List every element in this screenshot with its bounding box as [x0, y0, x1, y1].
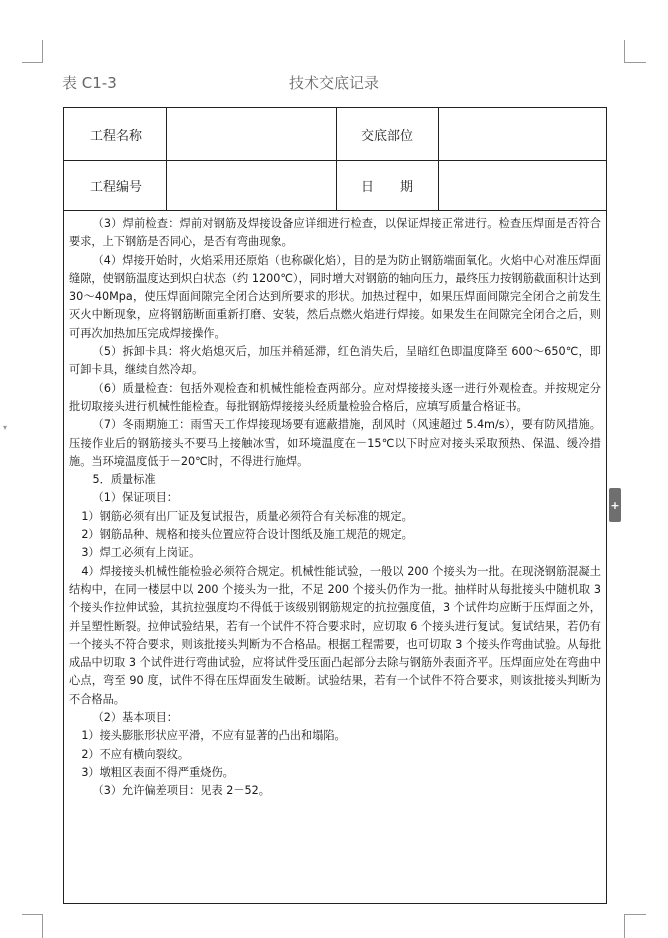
record-sheet	[63, 107, 607, 904]
paragraph-quality-check: （6）质量检查：包括外观检查和机械性能检查两部分。应对焊接接头逐一进行外观检查。并按规定分批切取接头进行机械性能检查。每批钢筋焊接接头经质量检验合格后，应填写质量合格证书。	[69, 381, 601, 413]
crop-mark-top-right-horizontal	[624, 62, 646, 63]
heading-quality-standard: 5．质量标准	[92, 473, 156, 487]
paragraph-remove-clamp: （5）拆卸卡具：将火焰熄灭后，加压并稍延滞，红色消失后，呈暗红色即温度降至 600～650℃，即可卸卡具，继续自然冷却。	[69, 345, 601, 377]
paragraph-mechanical-test: 4）焊接接头机械性能检验必须符合规定。机械性能试验，一般以 200 个接头为一批。在现浇钢筋混凝土结构中，在同一楼层中以 200 个接头为一批，不足 200 个接头仍作为一批。抽样时从每批接头中随机取 3 个接头作拉伸试验，其抗拉强度均不得低于该级别钢筋规定的抗拉强度值，3 个试件均应断于压焊面之外，并呈塑性断裂。拉伸试验结果，若有一个试件不符合要求时，应切取 6 个接头进行复试。复试结果，若仍有一个接头不符合要求，则该批接头判断为不合格品。根据工程需要，也可切取 3 个接头作弯曲试验。从每批成品中切取 3 个试件进行弯曲试验，应将试件受压面凸起部分去除与钢筋外表面齐平。压焊面应处在弯曲中心点，弯至 90 度，试件不得在压焊面发生破断。试验结果，若有一个试件不符合要求，则该批接头判断为不合格品。	[69, 564, 601, 706]
crop-mark-bottom-left-horizontal	[22, 914, 43, 915]
list-item: 3）焊工必须有上岗证。	[81, 546, 201, 560]
handover-part-label: 交底部位	[361, 128, 414, 144]
crop-mark-top-right-vertical	[624, 40, 625, 63]
date-field[interactable]	[439, 161, 606, 210]
heading-tolerance-items: （3）允许偏差项目：见表 2－52。	[92, 784, 270, 798]
list-item: 1）钢筋必须有出厂证及复试报告，质量必须符合有关标准的规定。	[81, 509, 413, 523]
project-name-field[interactable]	[167, 108, 336, 160]
paragraph-pre-weld-check: （3）焊前检查：焊前对钢筋及焊接设备应详细进行检查，以保证焊接正常进行。检查压焊面是否符合要求，上下钢筋是否同心，是否有弯曲现象。	[69, 217, 601, 249]
header-table	[64, 108, 606, 211]
plus-icon[interactable]: +	[609, 488, 621, 522]
heading-guarantee-items: （1）保证项目：	[92, 491, 178, 505]
page-title: 技术交底记录	[288, 74, 379, 92]
project-name-label: 工程名称	[90, 128, 143, 144]
project-number-field[interactable]	[167, 161, 336, 210]
list-item: 2）不应有横向裂纹。	[81, 747, 190, 761]
paragraph-welding-start: （4）焊接开始时，火焰采用还原焰（也称碳化焰），目的是为防止钢筋端面氧化。火焰中心对准压焊面缝隙，使钢筋温度达到炽白状态（约 1200℃），同时增大对钢筋的轴向压力，最终压力按钢筋截面积计达到 30～40Mpa，使压焊面间隙完全闭合达到所要求的形状。加热过程中，如果压焊面间隙完全闭合之前发生灭火中断现象，应将钢筋断面重新打磨、安装，然后点燃火焰进行焊接。如果发生在间隙完全闭合之后，则可再次加热加压完成焊接操作。	[69, 253, 601, 340]
crop-mark-top-left-horizontal	[22, 62, 43, 63]
handover-content	[64, 211, 606, 801]
handover-part-field[interactable]	[439, 108, 606, 160]
form-code: 表 C1-3	[62, 74, 117, 92]
crop-mark-bottom-left-vertical	[42, 914, 43, 938]
project-number-label: 工程编号	[90, 180, 143, 195]
paragraph-winter-rain: （7）冬雨期施工：雨雪天工作焊接现场要有遮蔽措施，刮风时（风速超过 5.4m/s），要有防风措施。压接作业后的钢筋接头不要马上接触冰雪，如环境温度在－15℃以下时应对接头采取预热、保温、缓冷措施。当环境温度低于－20℃时，不得进行施焊。	[69, 418, 601, 468]
crop-mark-bottom-right-vertical	[624, 914, 625, 938]
crop-mark-bottom-right-horizontal	[624, 914, 646, 915]
date-label: 日 期	[361, 180, 414, 195]
crop-mark-top-left-vertical	[42, 40, 43, 63]
list-item: 3）墩粗区表面不得严重烧伤。	[81, 765, 234, 779]
heading-basic-items: （2）基本项目：	[92, 711, 178, 725]
margin-marker: ▾	[3, 423, 8, 432]
list-item: 2）钢筋品种、规格和接头位置应符合设计图纸及施工规范的规定。	[81, 528, 413, 542]
list-item: 1）接头膨胀形状应平滑，不应有显著的凸出和塌陷。	[81, 729, 346, 743]
